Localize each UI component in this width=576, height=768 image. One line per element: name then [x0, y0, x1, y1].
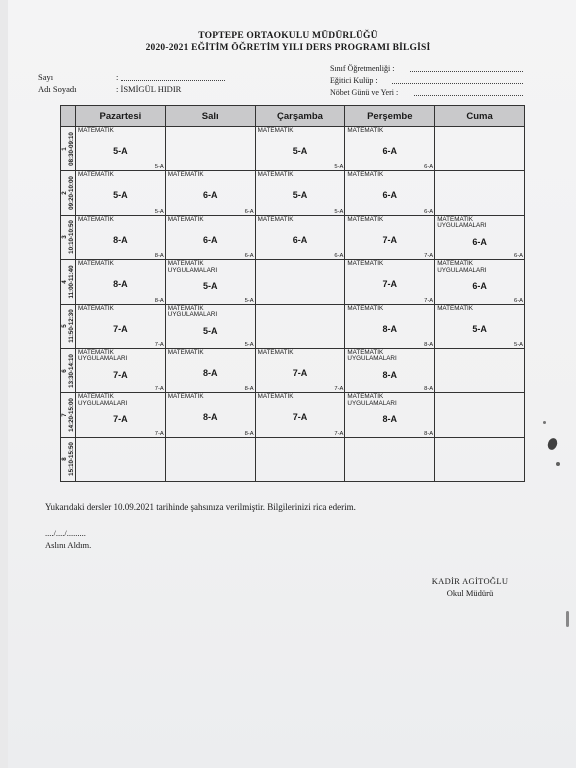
lesson-class: 7-A: [292, 412, 308, 423]
lesson-class-corner: 7-A: [334, 386, 344, 393]
lesson-subject: MATEMATİK: [167, 393, 204, 401]
lesson-class-corner: 8-A: [424, 430, 434, 437]
signer-title: Okul Müdürü: [446, 588, 494, 598]
lesson-subject: MATEMATİK UYGULAMALARI: [437, 260, 487, 274]
period-time: 14:20-15:00: [68, 398, 75, 432]
lesson-class: 6-A: [472, 236, 487, 247]
lesson-class: 8-A: [202, 367, 218, 378]
lesson-subject: MATEMATİK UYGULAMALARI: [347, 393, 397, 407]
lesson-subject: MATEMATİK: [78, 127, 114, 134]
period-number: 3: [61, 235, 68, 240]
lesson-class: 5-A: [202, 325, 218, 336]
lesson-class: 8-A: [382, 323, 398, 334]
signer-name: KADİR AGİTOĞLU: [431, 576, 509, 586]
nobet-dots: [414, 95, 523, 96]
lesson-cell: [255, 215, 345, 259]
lesson-cell: [255, 393, 345, 437]
lesson-subject: MATEMATİK: [78, 304, 114, 312]
period-row: [61, 260, 525, 304]
lesson-cell: [255, 260, 345, 304]
lesson-cell: [76, 127, 166, 171]
lesson-class-corner: 7-A: [424, 253, 434, 260]
lesson-cell: [345, 393, 435, 437]
lesson-class: 8-A: [382, 369, 398, 380]
sinif-dots: [410, 71, 523, 72]
day-header: Cuma: [435, 106, 525, 127]
period-number: 2: [61, 191, 68, 195]
lesson-class-corner: 7-A: [424, 297, 434, 304]
name-label: Adı Soyadı: [38, 84, 77, 94]
lesson-cell: [435, 260, 525, 304]
lesson-subject: MATEMATİK UYGULAMALARI: [167, 260, 218, 274]
lesson-cell: [435, 437, 525, 481]
info-note: Yukarıdaki dersler 10.09.2021 tarihinde şahsınıza verilmiştir. Bilgilerinizi rica ederim.: [45, 502, 356, 512]
period-label: [61, 310, 75, 343]
kulup-label: Eğitici Kulüp :: [330, 76, 378, 85]
period-time: 11:00-11:40: [68, 265, 75, 299]
lesson-cell: [345, 260, 435, 304]
program-title: 2020-2021 EĞİTİM ÖĞRETİM YILI DERS PROGRAMI BİLGİSİ: [145, 43, 431, 53]
lesson-cell: [76, 171, 166, 215]
lesson-class-corner: 6-A: [244, 208, 254, 215]
period-cell: [61, 127, 76, 171]
lesson-class-corner: 8-A: [424, 341, 434, 348]
period-cell: [61, 260, 76, 304]
lesson-class: 5-A: [113, 146, 128, 156]
lesson-subject: MATEMATİK UYGULAMALARI: [78, 393, 128, 407]
day-header: Perşembe: [345, 106, 435, 127]
period-number: 5: [61, 324, 68, 328]
lesson-subject: MATEMATİK: [167, 171, 204, 179]
lesson-subject: MATEMATİK: [167, 215, 204, 223]
received-text: Aslını Aldım.: [45, 540, 92, 550]
lesson-subject: MATEMATİK: [347, 127, 384, 134]
lesson-class: 8-A: [202, 412, 218, 423]
period-cell: [61, 437, 76, 481]
lesson-class-corner: 5-A: [334, 164, 344, 171]
lesson-class-corner: 5-A: [244, 297, 254, 304]
period-row: [61, 348, 525, 392]
lesson-subject: MATEMATİK: [257, 127, 294, 134]
lesson-class: 7-A: [382, 279, 398, 290]
period-label: [61, 221, 75, 255]
period-time: 11:50-12:30: [68, 309, 75, 343]
period-label: [61, 265, 75, 298]
lesson-cell: [165, 437, 255, 481]
lesson-subject: MATEMATİK: [257, 348, 294, 356]
lesson-class: 7-A: [113, 414, 128, 425]
lesson-class-corner: 6-A: [424, 208, 434, 215]
lesson-cell: [255, 437, 345, 481]
lesson-cell: [435, 127, 525, 171]
lesson-subject: MATEMATİK UYGULAMALARI: [78, 348, 128, 363]
lesson-subject: MATEMATİK UYGULAMALARI: [167, 304, 218, 319]
period-row: [61, 215, 525, 259]
lesson-subject: MATEMATİK: [347, 260, 384, 268]
lesson-subject: MATEMATİK UYGULAMALARI: [347, 348, 397, 363]
lesson-subject: MATEMATİK: [78, 215, 114, 223]
period-label: [61, 354, 75, 388]
lesson-class: 6-A: [382, 190, 398, 201]
lesson-cell: [165, 304, 255, 348]
lesson-class: 7-A: [113, 323, 128, 334]
lesson-class: 5-A: [472, 323, 487, 334]
date-placeholder: ..../..../.........: [45, 528, 86, 538]
period-number: 4: [61, 280, 68, 284]
lesson-cell: [76, 348, 166, 392]
lesson-cell: [76, 393, 166, 437]
ink-smudge: [566, 611, 569, 627]
period-row: [61, 437, 525, 481]
ink-smudge: [556, 462, 560, 466]
corner-cell: [61, 106, 76, 127]
lesson-cell: [255, 348, 345, 392]
lesson-subject: MATEMATİK: [347, 304, 384, 312]
lesson-cell: [165, 260, 255, 304]
lesson-cell: [76, 304, 166, 348]
period-row: [61, 304, 525, 348]
period-cell: [61, 304, 76, 348]
lesson-class-corner: 7-A: [334, 430, 344, 437]
lesson-subject: MATEMATİK UYGULAMALARI: [437, 215, 487, 230]
lesson-class-corner: 5-A: [154, 208, 164, 215]
lesson-class-corner: 6-A: [334, 253, 344, 260]
lesson-class: 7-A: [292, 367, 308, 378]
kulup-dots: [392, 83, 523, 84]
lesson-class: 6-A: [472, 281, 487, 292]
lesson-class-corner: 8-A: [154, 253, 164, 260]
lesson-cell: [345, 437, 435, 481]
lesson-class-corner: 7-A: [154, 341, 164, 348]
lesson-class: 6-A: [202, 190, 218, 201]
lesson-cell: [345, 127, 435, 171]
lesson-cell: [255, 171, 345, 215]
period-number: 8: [61, 457, 68, 462]
lesson-cell: [345, 304, 435, 348]
sayi-value: :: [116, 72, 119, 82]
period-cell: [61, 393, 76, 437]
lesson-cell: [165, 348, 255, 392]
sayi-dots: [121, 80, 225, 81]
lesson-class: 7-A: [113, 369, 128, 380]
period-row: [61, 127, 525, 171]
lesson-cell: [165, 171, 255, 215]
lesson-subject: MATEMATİK: [257, 393, 294, 401]
lesson-class: 8-A: [113, 234, 128, 245]
lesson-class-corner: 5-A: [244, 341, 254, 348]
period-time: 15:10-15:50: [68, 442, 75, 477]
lesson-subject: MATEMATİK: [257, 215, 294, 223]
period-time: 10:10-10:50: [68, 220, 75, 255]
lesson-class: 6-A: [292, 234, 308, 245]
lesson-class: 8-A: [382, 414, 398, 425]
period-label: [61, 442, 75, 476]
lesson-cell: [345, 348, 435, 392]
lesson-cell: [76, 215, 166, 259]
school-title: TOPTEPE ORTAOKULU MÜDÜRLÜĞÜ: [198, 31, 378, 41]
period-label: [61, 176, 75, 210]
period-cell: [61, 348, 76, 392]
nobet-label: Nöbet Günü ve Yeri :: [330, 88, 399, 97]
lesson-class-corner: 8-A: [244, 430, 254, 437]
lesson-class: 5-A: [292, 146, 308, 156]
lesson-cell: [435, 171, 525, 215]
period-label: [61, 398, 75, 432]
lesson-class-corner: 7-A: [154, 386, 164, 393]
lesson-cell: [435, 393, 525, 437]
period-row: [61, 171, 525, 215]
lesson-cell: [435, 348, 525, 392]
lesson-cell: [345, 171, 435, 215]
lesson-class-corner: 6-A: [513, 253, 523, 260]
period-time: 13:30-14:10: [68, 353, 75, 388]
lesson-class-corner: 8-A: [244, 386, 254, 393]
lesson-class: 6-A: [202, 234, 218, 245]
lesson-class-corner: 8-A: [154, 297, 164, 304]
lesson-class: 6-A: [382, 146, 398, 156]
day-header: Çarşamba: [255, 106, 345, 127]
lesson-cell: [165, 393, 255, 437]
lesson-subject: MATEMATİK: [78, 260, 114, 268]
lesson-cell: [435, 304, 525, 348]
lesson-class-corner: 5-A: [513, 341, 523, 348]
lesson-subject: MATEMATİK: [257, 171, 294, 179]
period-number: 7: [61, 413, 68, 417]
lesson-class-corner: 7-A: [154, 430, 164, 437]
lesson-cell: [255, 127, 345, 171]
period-time: 09:20-10:00: [68, 176, 75, 210]
lesson-class: 5-A: [202, 281, 218, 292]
lesson-class-corner: 6-A: [424, 164, 434, 171]
period-cell: [61, 171, 76, 215]
sinif-label: Sınıf Öğretmenliği :: [330, 64, 395, 73]
lesson-cell: [165, 215, 255, 259]
day-header: Pazartesi: [76, 106, 166, 127]
sayi-label: Sayı: [38, 72, 54, 82]
ink-smudge: [543, 421, 546, 424]
lesson-class: 7-A: [382, 234, 398, 245]
lesson-class-corner: 6-A: [244, 253, 254, 260]
lesson-subject: MATEMATİK: [347, 171, 384, 179]
lesson-subject: MATEMATİK: [167, 348, 204, 356]
name-value: : İSMİGÜL HIDIR: [116, 84, 182, 94]
lesson-cell: [165, 127, 255, 171]
lesson-class: 5-A: [113, 190, 128, 201]
day-header: Salı: [165, 106, 255, 127]
lesson-class-corner: 5-A: [334, 208, 344, 215]
lesson-subject: MATEMATİK: [437, 304, 473, 312]
period-cell: [61, 215, 76, 259]
lesson-cell: [76, 437, 166, 481]
period-number: 1: [61, 146, 68, 151]
lesson-class: 8-A: [113, 279, 128, 290]
lesson-subject: MATEMATİK: [347, 215, 384, 223]
lesson-subject: MATEMATİK: [78, 171, 114, 179]
period-time: 08:30-09:10: [68, 131, 75, 166]
period-row: [61, 393, 525, 437]
lesson-class-corner: 5-A: [154, 164, 164, 171]
lesson-class: 5-A: [292, 190, 308, 201]
period-label: [61, 132, 75, 166]
lesson-class-corner: 8-A: [424, 386, 434, 393]
schedule-table: [60, 105, 525, 482]
lesson-cell: [345, 215, 435, 259]
lesson-cell: [76, 260, 166, 304]
lesson-cell: [435, 215, 525, 259]
lesson-cell: [255, 304, 345, 348]
lesson-class-corner: 6-A: [513, 297, 523, 304]
period-number: 6: [61, 368, 68, 373]
